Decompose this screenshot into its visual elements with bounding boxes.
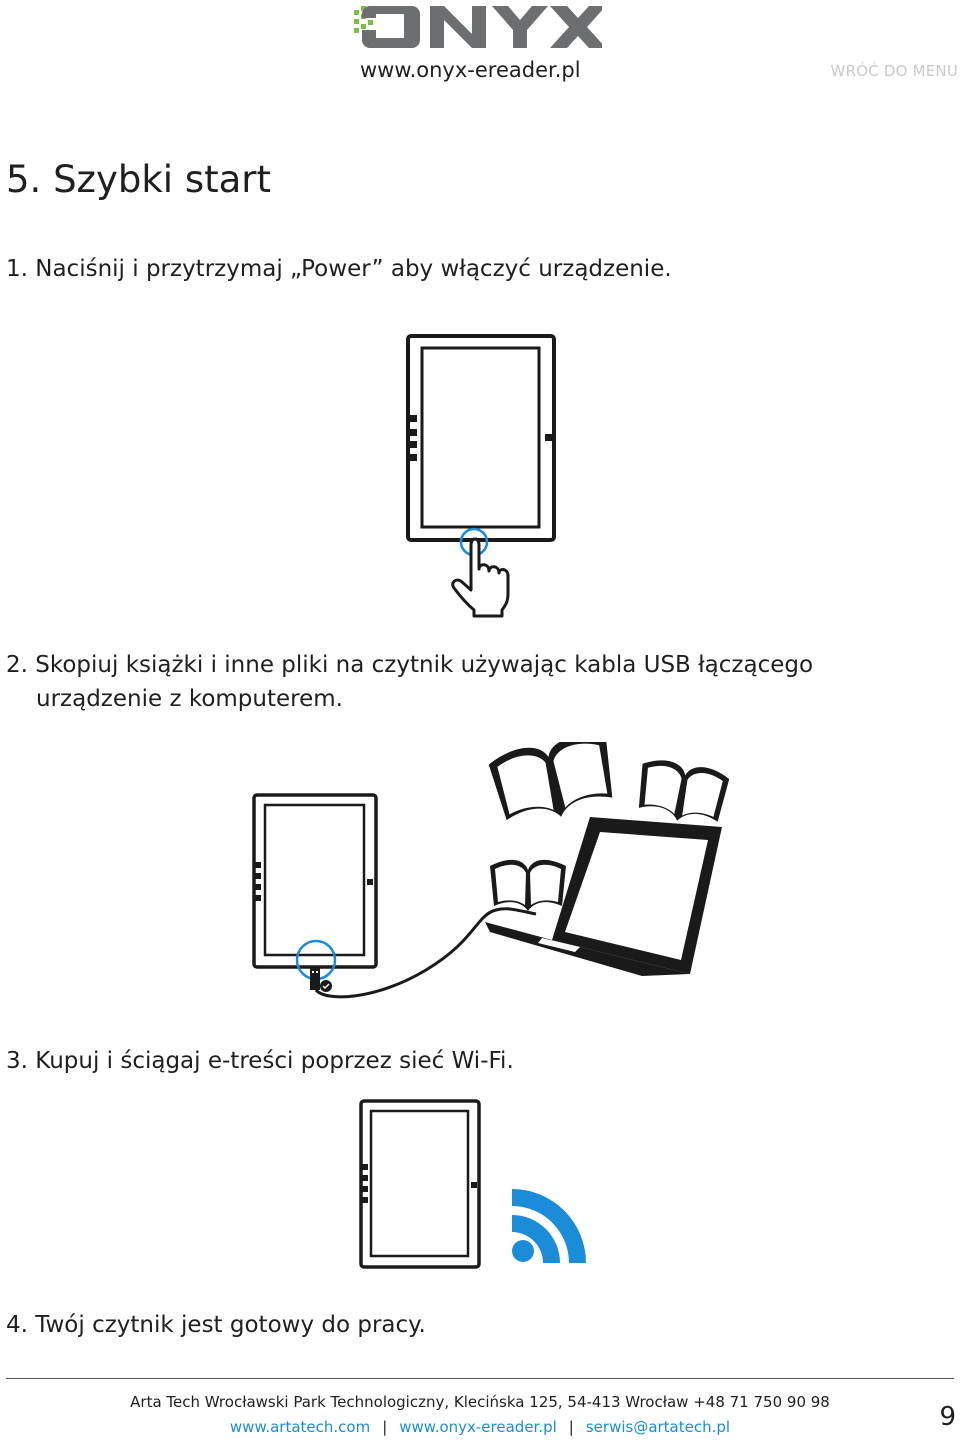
step-4 (6, 1312, 426, 1338)
step-4-text: 4. Twój czytnik jest gotowy do pracy. (6, 1312, 426, 1338)
usb-connection-illustration (250, 742, 730, 1004)
footer-link-artatech[interactable]: www.artatech.com (229, 1418, 371, 1436)
footer-separator: | (382, 1418, 388, 1436)
site-url[interactable]: www.onyx-ereader.pl (360, 58, 581, 82)
step-1-text: 1. Naciśnij i przytrzymaj „Power” aby włączyć urządzenie. (6, 256, 672, 282)
footer-separator: | (568, 1418, 574, 1436)
section-title: 5. Szybki start (6, 158, 271, 201)
footer-links (0, 1418, 960, 1436)
step-2 (6, 652, 813, 712)
step-2-text-line1: 2. Skopiuj książki i inne pliki na czytnik używając kabla USB łączącego (6, 652, 814, 678)
wifi-illustration (358, 1097, 598, 1272)
step-3 (6, 1048, 514, 1074)
footer-divider (6, 1378, 954, 1379)
ereader-power-illustration (405, 333, 560, 618)
footer-link-email[interactable]: serwis@artatech.pl (585, 1418, 731, 1436)
onyx-logo (352, 2, 602, 52)
footer-link-onyx[interactable]: www.onyx-ereader.pl (399, 1418, 557, 1436)
footer-address: Arta Tech Wrocławski Park Technologiczny, Klecińska 125, 54-413 Wrocław +48 71 750 90 98 (130, 1393, 830, 1411)
step-1 (6, 256, 672, 282)
step-2-text-line2: urządzenie z komputerem. (36, 686, 343, 712)
back-to-menu-link[interactable]: WRÓĆ DO MENU (830, 62, 958, 80)
step-3-text: 3. Kupuj i ściągaj e-treści poprzez sieć Wi-Fi. (6, 1048, 514, 1074)
page-number: 9 (939, 1402, 956, 1432)
